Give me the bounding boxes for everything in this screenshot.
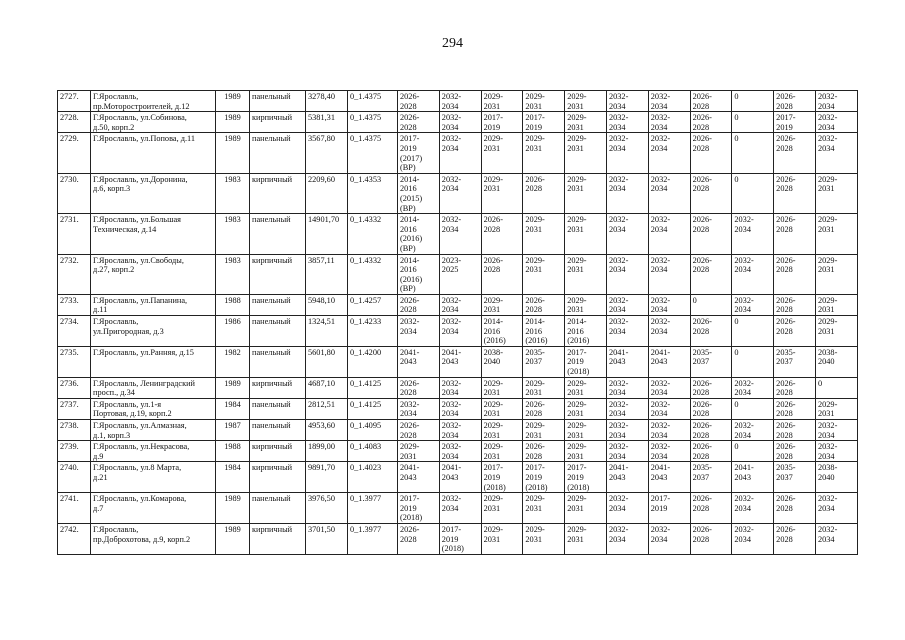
wall-type-cell: кирпичный [250,523,306,554]
period-cell: 2032- 2034 [648,398,690,419]
period-cell: 2032- 2034 [732,493,774,524]
period-cell: 2029- 2031 [523,493,565,524]
address-cell: Г.Ярославль, ул.Собинова, д.50, корп.2 [91,112,216,133]
period-cell: 2029- 2031 [565,294,607,315]
period-cell: 2032- 2034 [439,173,481,213]
period-cell: 2038- 2040 [815,462,857,493]
period-cell: 2032- 2034 [439,398,481,419]
period-cell: 2032- 2034 [606,133,648,173]
coefficient-cell: 0_1.4125 [348,398,398,419]
row-number: 2736. [58,377,91,398]
period-cell: 2026- 2028 [523,173,565,213]
period-cell: 2032- 2034 [606,173,648,213]
period-cell: 2032- 2034 [648,441,690,462]
period-cell: 2029- 2031 [565,254,607,294]
table-row [58,316,858,347]
period-cell: 2032- 2034 [815,133,857,173]
area-cell: 4687,10 [306,377,348,398]
period-cell: 2026- 2028 [774,398,816,419]
period-cell: 2032- 2034 [815,493,857,524]
address-cell: Г.Ярославль, ул.Свободы, д.27, корп.2 [91,254,216,294]
area-cell: 9891,70 [306,462,348,493]
wall-type-cell: кирпичный [250,377,306,398]
period-cell: 2026- 2028 [690,133,732,173]
coefficient-cell: 0_1.4083 [348,441,398,462]
wall-type-cell: кирпичный [250,173,306,213]
period-cell: 2014- 2016 (2016) [481,316,523,347]
area-cell: 5948,10 [306,294,348,315]
address-cell: Г.Ярославль, ул.1-я Портовая, д.19, корп.2 [91,398,216,419]
area-cell: 5601,80 [306,346,348,377]
period-cell: 2035- 2037 [774,346,816,377]
year-cell: 1987 [216,420,250,441]
period-cell: 2029- 2031 [523,523,565,554]
period-cell: 0 [732,112,774,133]
row-number: 2740. [58,462,91,493]
table-row [58,398,858,419]
period-cell: 2026- 2028 [690,377,732,398]
period-cell: 2041- 2043 [606,346,648,377]
period-cell: 2026- 2028 [774,523,816,554]
period-cell: 2032- 2034 [398,398,440,419]
period-cell: 2041- 2043 [732,462,774,493]
period-cell: 2032- 2034 [606,214,648,254]
period-cell: 2017- 2019 (2018) [565,462,607,493]
period-cell: 2029- 2031 [565,91,607,112]
period-cell: 2017- 2019 (2017) (ВР) [398,133,440,173]
coefficient-cell: 0_1.4257 [348,294,398,315]
period-cell: 2032- 2034 [815,523,857,554]
address-cell: Г.Ярославль, пр.Доброхотова, д.9, корп.2 [91,523,216,554]
period-cell: 0 [732,91,774,112]
period-cell: 2032- 2034 [439,493,481,524]
wall-type-cell: панельный [250,316,306,347]
row-number: 2735. [58,346,91,377]
coefficient-cell: 0_1.4375 [348,112,398,133]
period-cell: 2032- 2034 [606,493,648,524]
area-cell: 3567,80 [306,133,348,173]
period-cell: 2032- 2034 [648,214,690,254]
period-cell: 2032- 2034 [648,377,690,398]
period-cell: 2032- 2034 [815,420,857,441]
row-number: 2727. [58,91,91,112]
year-cell: 1989 [216,493,250,524]
period-cell: 2029- 2031 [565,214,607,254]
period-cell: 0 [732,133,774,173]
housing-table [57,90,858,555]
row-number: 2732. [58,254,91,294]
period-cell: 0 [732,346,774,377]
period-cell: 2029- 2031 [523,133,565,173]
wall-type-cell: кирпичный [250,254,306,294]
year-cell: 1984 [216,462,250,493]
period-cell: 2026- 2028 [398,523,440,554]
period-cell: 2032- 2034 [606,294,648,315]
period-cell: 2026- 2028 [690,316,732,347]
period-cell: 2032- 2034 [648,173,690,213]
table-row [58,294,858,315]
period-cell: 2026- 2028 [690,420,732,441]
period-cell: 2032- 2034 [648,523,690,554]
period-cell: 2017- 2019 (2018) [481,462,523,493]
period-cell: 2026- 2028 [774,173,816,213]
page-number: 294 [442,36,463,51]
period-cell: 2032- 2034 [606,91,648,112]
area-cell: 2209,60 [306,173,348,213]
period-cell: 2026- 2028 [774,214,816,254]
year-cell: 1983 [216,173,250,213]
year-cell: 1986 [216,316,250,347]
row-number: 2729. [58,133,91,173]
period-cell: 0 [732,398,774,419]
period-cell: 2029- 2031 [481,523,523,554]
period-cell: 2026- 2028 [398,91,440,112]
period-cell: 2026- 2028 [690,523,732,554]
table-row [58,254,858,294]
wall-type-cell: панельный [250,214,306,254]
period-cell: 2026- 2028 [523,294,565,315]
period-cell: 2026- 2028 [690,112,732,133]
period-cell: 2026- 2028 [690,91,732,112]
year-cell: 1989 [216,133,250,173]
period-cell: 2026- 2028 [690,214,732,254]
table-row [58,112,858,133]
period-cell: 2032- 2034 [648,420,690,441]
period-cell: 2035- 2037 [690,462,732,493]
period-cell: 2032- 2034 [648,316,690,347]
period-cell: 2038- 2040 [815,346,857,377]
period-cell: 2032- 2034 [439,316,481,347]
period-cell: 2029- 2031 [481,420,523,441]
period-cell: 2032- 2034 [732,294,774,315]
row-number: 2741. [58,493,91,524]
row-number: 2739. [58,441,91,462]
period-cell: 2029- 2031 [815,294,857,315]
year-cell: 1989 [216,377,250,398]
period-cell: 2026- 2028 [523,398,565,419]
area-cell: 1324,51 [306,316,348,347]
coefficient-cell: 0_1.4023 [348,462,398,493]
period-cell: 2029- 2031 [815,214,857,254]
area-cell: 14901,70 [306,214,348,254]
table-row [58,377,858,398]
period-cell: 0 [732,316,774,347]
period-cell: 2029- 2031 [565,173,607,213]
period-cell: 2026- 2028 [774,441,816,462]
address-cell: Г.Ярославль, пр.Моторостроителей, д.12 [91,91,216,112]
coefficient-cell: 0_1.4332 [348,214,398,254]
period-cell: 2029- 2031 [815,398,857,419]
period-cell: 2029- 2031 [481,493,523,524]
period-cell: 2026- 2028 [690,173,732,213]
address-cell: Г.Ярославль, ул.Доронина, д.6, корп.3 [91,173,216,213]
wall-type-cell: панельный [250,493,306,524]
period-cell: 2017- 2019 [774,112,816,133]
area-cell: 3701,50 [306,523,348,554]
period-cell: 2032- 2034 [606,398,648,419]
row-number: 2737. [58,398,91,419]
address-cell: Г.Ярославль, ул.Некрасова, д.9 [91,441,216,462]
coefficient-cell: 0_1.4375 [348,133,398,173]
period-cell: 2029- 2031 [481,441,523,462]
address-cell: Г.Ярославль, ул.Алмазная, д.1, корп.3 [91,420,216,441]
period-cell: 2041- 2043 [398,462,440,493]
table-body [58,91,858,555]
period-cell: 2014- 2016 (2016) (ВР) [398,254,440,294]
address-cell: Г.Ярославль, ул.Ранняя, д.15 [91,346,216,377]
address-cell: Г.Ярославль, ул.Пригородная, д.3 [91,316,216,347]
table-row [58,91,858,112]
period-cell: 2014- 2016 (2016) [565,316,607,347]
table-row [58,173,858,213]
period-cell: 2029- 2031 [565,523,607,554]
address-cell: Г.Ярославль, ул.Комарова, д.7 [91,493,216,524]
period-cell: 2032- 2034 [648,294,690,315]
period-cell: 2032- 2034 [606,112,648,133]
period-cell: 2032- 2034 [648,254,690,294]
area-cell: 4953,60 [306,420,348,441]
row-number: 2738. [58,420,91,441]
year-cell: 1988 [216,294,250,315]
wall-type-cell: панельный [250,133,306,173]
period-cell: 2041- 2043 [439,346,481,377]
period-cell: 2032- 2034 [398,316,440,347]
period-cell: 2026- 2028 [398,377,440,398]
wall-type-cell: панельный [250,91,306,112]
row-number: 2742. [58,523,91,554]
address-cell: Г.Ярославль, ул.Большая Техническая, д.14 [91,214,216,254]
period-cell: 2032- 2034 [439,112,481,133]
period-cell: 2026- 2028 [774,294,816,315]
coefficient-cell: 0_1.4125 [348,377,398,398]
period-cell: 2035- 2037 [774,462,816,493]
period-cell: 2026- 2028 [523,441,565,462]
coefficient-cell: 0_1.4095 [348,420,398,441]
year-cell: 1983 [216,214,250,254]
period-cell: 2038- 2040 [481,346,523,377]
period-cell: 2032- 2034 [732,254,774,294]
wall-type-cell: кирпичный [250,441,306,462]
period-cell: 2017- 2019 (2018) [439,523,481,554]
period-cell: 2026- 2028 [398,112,440,133]
period-cell: 2035- 2037 [690,346,732,377]
wall-type-cell: кирпичный [250,462,306,493]
period-cell: 2041- 2043 [648,346,690,377]
period-cell: 2035- 2037 [523,346,565,377]
period-cell: 2026- 2028 [690,254,732,294]
address-cell: Г.Ярославль, Ленинградский просп., д.34 [91,377,216,398]
period-cell: 2026- 2028 [690,441,732,462]
period-cell: 2029- 2031 [565,112,607,133]
period-cell: 0 [732,441,774,462]
period-cell: 2029- 2031 [565,398,607,419]
period-cell: 2026- 2028 [774,377,816,398]
period-cell: 2017- 2019 (2018) [523,462,565,493]
period-cell: 2032- 2034 [439,420,481,441]
period-cell: 2029- 2031 [481,398,523,419]
coefficient-cell: 0_1.4200 [348,346,398,377]
period-cell: 2032- 2034 [606,523,648,554]
period-cell: 0 [815,377,857,398]
year-cell: 1989 [216,112,250,133]
period-cell: 2041- 2043 [648,462,690,493]
period-cell: 2032- 2034 [439,214,481,254]
wall-type-cell: кирпичный [250,112,306,133]
period-cell: 2026- 2028 [774,420,816,441]
area-cell: 5381,31 [306,112,348,133]
period-cell: 2032- 2034 [606,420,648,441]
year-cell: 1983 [216,254,250,294]
period-cell: 2029- 2031 [565,133,607,173]
period-cell: 2029- 2031 [815,173,857,213]
period-cell: 2014- 2016 (2016) [523,316,565,347]
period-cell: 2017- 2019 [648,493,690,524]
period-cell: 2029- 2031 [565,377,607,398]
table-row [58,493,858,524]
period-cell: 2032- 2034 [606,254,648,294]
period-cell: 2032- 2034 [815,112,857,133]
year-cell: 1989 [216,91,250,112]
period-cell: 2032- 2034 [439,133,481,173]
period-cell: 0 [732,173,774,213]
table-row [58,420,858,441]
period-cell: 2026- 2028 [481,214,523,254]
period-cell: 2029- 2031 [523,91,565,112]
period-cell: 2032- 2034 [606,377,648,398]
period-cell: 2032- 2034 [815,441,857,462]
wall-type-cell: панельный [250,398,306,419]
period-cell: 2032- 2034 [648,91,690,112]
period-cell: 0 [690,294,732,315]
period-cell: 2026- 2028 [690,493,732,524]
period-cell: 2032- 2034 [732,523,774,554]
table-row [58,523,858,554]
period-cell: 2026- 2028 [774,133,816,173]
period-cell: 2032- 2034 [606,441,648,462]
period-cell: 2032- 2034 [732,420,774,441]
area-cell: 2812,51 [306,398,348,419]
period-cell: 2041- 2043 [439,462,481,493]
period-cell: 2029- 2031 [481,91,523,112]
wall-type-cell: панельный [250,346,306,377]
period-cell: 2029- 2031 [481,133,523,173]
period-cell: 2029- 2031 [565,493,607,524]
period-cell: 2026- 2028 [774,493,816,524]
coefficient-cell: 0_1.4332 [348,254,398,294]
period-cell: 2029- 2031 [481,377,523,398]
coefficient-cell: 0_1.4233 [348,316,398,347]
address-cell: Г.Ярославль, ул.Попова, д.11 [91,133,216,173]
row-number: 2728. [58,112,91,133]
wall-type-cell: панельный [250,420,306,441]
period-cell: 2032- 2034 [815,91,857,112]
wall-type-cell: панельный [250,294,306,315]
period-cell: 2029- 2031 [523,214,565,254]
period-cell: 2026- 2028 [398,294,440,315]
period-cell: 2032- 2034 [648,112,690,133]
period-cell: 2017- 2019 [481,112,523,133]
row-number: 2731. [58,214,91,254]
coefficient-cell: 0_1.3977 [348,493,398,524]
period-cell: 2029- 2031 [815,254,857,294]
row-number: 2733. [58,294,91,315]
table-row [58,133,858,173]
period-cell: 2032- 2034 [439,91,481,112]
year-cell: 1988 [216,441,250,462]
period-cell: 2023- 2025 [439,254,481,294]
year-cell: 1989 [216,523,250,554]
period-cell: 2029- 2031 [523,420,565,441]
table-row [58,346,858,377]
area-cell: 3857,11 [306,254,348,294]
period-cell: 2029- 2031 [481,173,523,213]
area-cell: 3278,40 [306,91,348,112]
period-cell: 2032- 2034 [439,377,481,398]
period-cell: 2032- 2034 [732,214,774,254]
area-cell: 1899,00 [306,441,348,462]
period-cell: 2029- 2031 [815,316,857,347]
period-cell: 2029- 2031 [398,441,440,462]
period-cell: 2017- 2019 (2018) [398,493,440,524]
table-row [58,441,858,462]
period-cell: 2041- 2043 [606,462,648,493]
address-cell: Г.Ярославль, ул.8 Марта, д.21 [91,462,216,493]
period-cell: 2026- 2028 [774,316,816,347]
period-cell: 2014- 2016 (2015) (ВР) [398,173,440,213]
period-cell: 2032- 2034 [606,316,648,347]
period-cell: 2032- 2034 [648,133,690,173]
period-cell: 2041- 2043 [398,346,440,377]
row-number: 2730. [58,173,91,213]
period-cell: 2029- 2031 [523,254,565,294]
coefficient-cell: 0_1.4353 [348,173,398,213]
address-cell: Г.Ярославль, ул.Папанина, д.11 [91,294,216,315]
period-cell: 2026- 2028 [398,420,440,441]
period-cell: 2026- 2028 [481,254,523,294]
row-number: 2734. [58,316,91,347]
period-cell: 2029- 2031 [481,294,523,315]
period-cell: 2026- 2028 [690,398,732,419]
table-row [58,214,858,254]
year-cell: 1982 [216,346,250,377]
period-cell: 2017- 2019 (2018) [565,346,607,377]
period-cell: 2029- 2031 [565,441,607,462]
period-cell: 2032- 2034 [732,377,774,398]
period-cell: 2029- 2031 [565,420,607,441]
period-cell: 2017- 2019 [523,112,565,133]
area-cell: 3976,50 [306,493,348,524]
period-cell: 2026- 2028 [774,91,816,112]
period-cell: 2032- 2034 [439,441,481,462]
period-cell: 2032- 2034 [439,294,481,315]
table-row [58,462,858,493]
coefficient-cell: 0_1.4375 [348,91,398,112]
year-cell: 1984 [216,398,250,419]
period-cell: 2014- 2016 (2016) (ВР) [398,214,440,254]
period-cell: 2026- 2028 [774,254,816,294]
period-cell: 2029- 2031 [523,377,565,398]
coefficient-cell: 0_1.3977 [348,523,398,554]
